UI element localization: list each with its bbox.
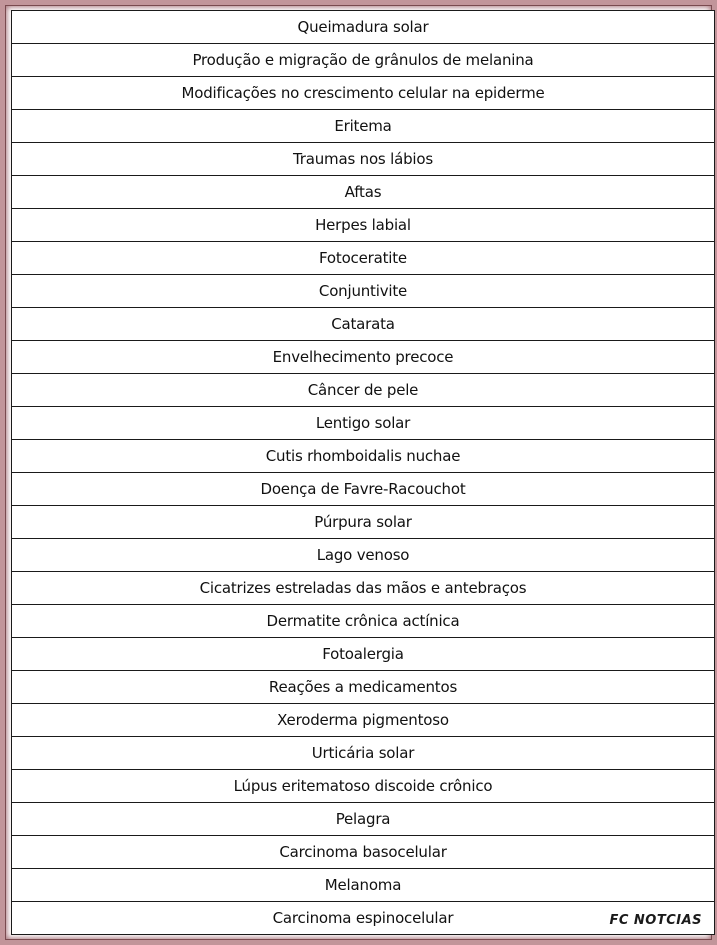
row-label: Cicatrizes estreladas das mãos e antebraços: [199, 578, 527, 597]
table-row: [11, 868, 715, 902]
row-label: Fotoceratite: [319, 248, 407, 267]
table-row: [11, 472, 715, 506]
row-label: Lentigo solar: [315, 413, 411, 432]
row-label: Cutis rhomboidalis nuchae: [265, 446, 461, 465]
row-label: Queimadura solar: [297, 17, 429, 36]
row-label: Carcinoma espinocelular: [272, 908, 454, 927]
row-label: Produção e migração de grânulos de melanina: [192, 50, 534, 69]
conditions-list: [11, 10, 715, 935]
row-label: Púrpura solar: [314, 512, 412, 531]
row-label: Xeroderma pigmentoso: [277, 710, 449, 729]
table-row: [11, 670, 715, 704]
table-row: [11, 802, 715, 836]
row-label: Catarata: [331, 314, 395, 333]
table-row: [11, 340, 715, 374]
table-row: [11, 769, 715, 803]
table-row: [11, 571, 715, 605]
row-label: Aftas: [344, 182, 382, 201]
table-row: [11, 307, 715, 341]
table-row: [11, 241, 715, 275]
row-label: Traumas nos lábios: [293, 149, 433, 168]
table-row: [11, 208, 715, 242]
row-label: Modificações no crescimento celular na epiderme: [181, 83, 545, 102]
row-label: Câncer de pele: [307, 380, 419, 399]
table-row: [11, 406, 715, 440]
table-row: [11, 538, 715, 572]
table-row: [11, 142, 715, 176]
row-label: Eritema: [334, 116, 392, 135]
row-label: Carcinoma basocelular: [279, 842, 447, 861]
table-row: [11, 43, 715, 77]
watermark-logo: FC NOTCIAS: [609, 913, 702, 928]
table-row: [11, 637, 715, 671]
row-label: Pelagra: [335, 809, 391, 828]
table-row: [11, 736, 715, 770]
table-row: [11, 703, 715, 737]
row-label: Doença de Favre-Racouchot: [260, 479, 466, 498]
row-label: Lago venoso: [316, 545, 410, 564]
row-label: Lúpus eritematoso discoide crônico: [233, 776, 493, 795]
table-row: [11, 175, 715, 209]
row-label: Reações a medicamentos: [268, 677, 458, 696]
row-label: Conjuntivite: [318, 281, 408, 300]
table-row: [11, 373, 715, 407]
table-row: [11, 835, 715, 869]
row-label: Herpes labial: [315, 215, 411, 234]
row-label: Fotoalergia: [322, 644, 404, 663]
row-label: Dermatite crônica actínica: [266, 611, 460, 630]
row-label: Urticária solar: [311, 743, 415, 762]
row-label: Melanoma: [324, 875, 402, 894]
table-row: [11, 10, 715, 44]
row-label: Envelhecimento precoce: [272, 347, 454, 366]
table-row: [11, 604, 715, 638]
table-row: [11, 76, 715, 110]
table-row: [11, 505, 715, 539]
table-row: [11, 109, 715, 143]
table-row: [11, 439, 715, 473]
table-row: [11, 274, 715, 308]
